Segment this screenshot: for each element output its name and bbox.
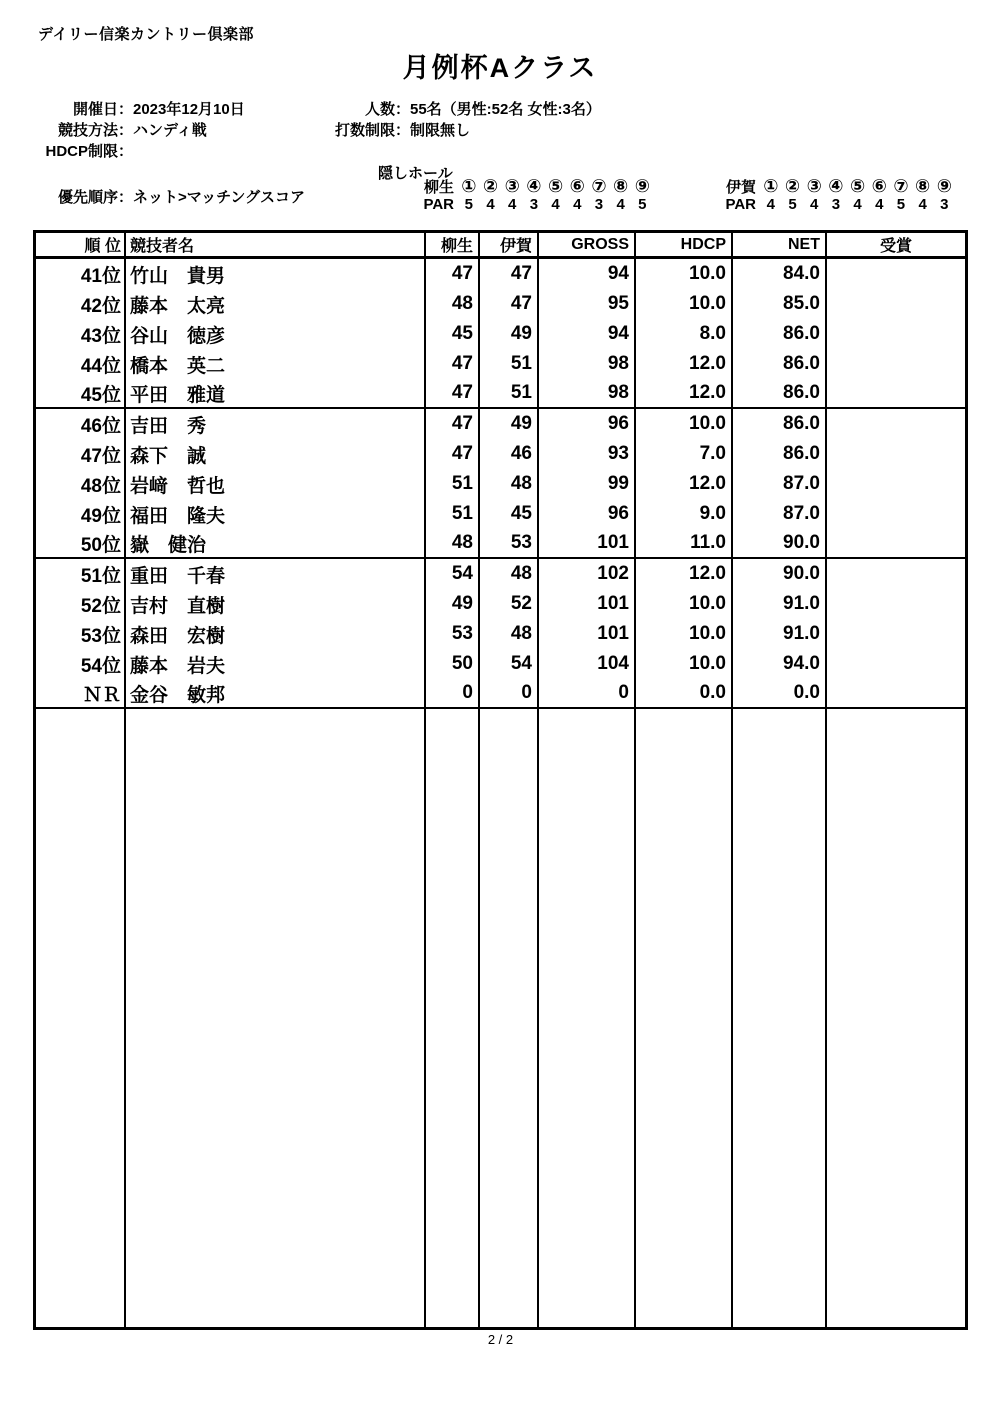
hdcp-cell: 7.0 bbox=[634, 439, 731, 469]
info-value: ハンディ戦 bbox=[133, 122, 207, 139]
net-cell: 91.0 bbox=[731, 619, 825, 649]
net-cell: 86.0 bbox=[731, 379, 825, 409]
hdcp-cell: 0.0 bbox=[634, 679, 731, 709]
par-value: 4 bbox=[853, 196, 862, 213]
par-value: 4 bbox=[875, 196, 884, 213]
iga-score-cell: 51 bbox=[478, 379, 537, 409]
yagyu-score-cell: 48 bbox=[424, 289, 478, 319]
net-cell: 87.0 bbox=[731, 499, 825, 529]
club-name: デイリー信楽カントリー倶楽部 bbox=[38, 26, 254, 43]
par-value: 4 bbox=[486, 196, 495, 213]
rank-cell: 44位 bbox=[80, 355, 121, 377]
rank-cell: 42位 bbox=[80, 295, 121, 317]
event-info-right bbox=[282, 99, 601, 141]
empty-cell bbox=[124, 709, 424, 1327]
hdcp-cell: 10.0 bbox=[634, 649, 731, 679]
par-row bbox=[722, 196, 955, 213]
col-header-player: 競技者名 bbox=[124, 233, 424, 259]
iga-score-cell: 49 bbox=[478, 319, 537, 349]
hole-number: ⑦ bbox=[591, 176, 607, 196]
hdcp-cell: 10.0 bbox=[634, 259, 731, 289]
gross-cell: 98 bbox=[537, 379, 634, 409]
hdcp-cell: 12.0 bbox=[634, 559, 731, 589]
award-cell bbox=[825, 499, 965, 529]
par-value: 5 bbox=[638, 196, 647, 213]
player-name-cell: 谷山 徳彦 bbox=[124, 319, 424, 349]
yagyu-score-cell: 51 bbox=[424, 469, 478, 499]
par-value: 4 bbox=[573, 196, 582, 213]
gross-cell: 95 bbox=[537, 289, 634, 319]
yagyu-score-cell: 47 bbox=[424, 349, 478, 379]
net-cell: 84.0 bbox=[731, 259, 825, 289]
iga-score-cell: 48 bbox=[478, 619, 537, 649]
rank-cell: 51位 bbox=[80, 565, 121, 587]
hdcp-cell: 12.0 bbox=[634, 349, 731, 379]
hdcp-cell: 8.0 bbox=[634, 319, 731, 349]
player-name-cell: 吉村 直樹 bbox=[124, 589, 424, 619]
info-value: 55名（男性:52名 女性:3名） bbox=[410, 101, 601, 118]
hole-number: ② bbox=[784, 176, 801, 196]
info-line-stroke-limit bbox=[282, 120, 601, 141]
net-cell: 86.0 bbox=[731, 439, 825, 469]
col-header-yagyu: 柳生 bbox=[424, 233, 478, 259]
par-row bbox=[420, 196, 653, 213]
par-value: 4 bbox=[766, 196, 776, 213]
player-name-cell: 嶽 健治 bbox=[124, 529, 424, 559]
yagyu-score-cell: 54 bbox=[424, 559, 478, 589]
yagyu-score-cell: 47 bbox=[424, 439, 478, 469]
info-value: 2023年12月10日 bbox=[133, 101, 245, 118]
par-label: PAR bbox=[725, 196, 756, 213]
award-cell bbox=[825, 409, 965, 439]
gross-cell: 94 bbox=[537, 319, 634, 349]
col-header-rank: 順 位 bbox=[36, 233, 124, 259]
yagyu-score-cell: 51 bbox=[424, 499, 478, 529]
hole-number: ④ bbox=[828, 176, 844, 196]
empty-cell bbox=[537, 709, 634, 1327]
yagyu-score-cell: 53 bbox=[424, 619, 478, 649]
award-cell bbox=[825, 439, 965, 469]
award-cell bbox=[825, 649, 965, 679]
hidden-holes-yagyu bbox=[420, 177, 653, 213]
player-name-cell: 竹山 貴男 bbox=[124, 259, 424, 289]
par-value: 3 bbox=[940, 196, 949, 213]
empty-cell bbox=[36, 709, 124, 1327]
rank-cell: 53位 bbox=[80, 625, 121, 647]
col-header-net: NET bbox=[731, 233, 825, 259]
player-name-cell: 森下 誠 bbox=[124, 439, 424, 469]
player-name-cell: 平田 雅道 bbox=[124, 379, 424, 409]
par-value: 4 bbox=[616, 196, 625, 213]
hole-number: ⑧ bbox=[613, 176, 629, 196]
hdcp-cell: 10.0 bbox=[634, 409, 731, 439]
yagyu-score-cell: 47 bbox=[424, 409, 478, 439]
hdcp-cell: 11.0 bbox=[634, 529, 731, 559]
net-cell: 86.0 bbox=[731, 409, 825, 439]
rank-cell: 41位 bbox=[80, 265, 121, 287]
info-label: 人数： bbox=[364, 101, 410, 118]
info-value: ネット>マッチングスコア bbox=[133, 189, 305, 206]
hdcp-cell: 9.0 bbox=[634, 499, 731, 529]
hole-numbers-row bbox=[420, 177, 653, 196]
iga-score-cell: 47 bbox=[478, 289, 537, 319]
gross-cell: 96 bbox=[537, 409, 634, 439]
hole-numbers-row bbox=[722, 177, 955, 196]
gross-cell: 99 bbox=[537, 469, 634, 499]
hdcp-cell: 10.0 bbox=[634, 619, 731, 649]
iga-score-cell: 0 bbox=[478, 679, 537, 709]
player-name-cell: 橋本 英二 bbox=[124, 349, 424, 379]
info-line-priority bbox=[5, 187, 305, 208]
yagyu-score-cell: 47 bbox=[424, 379, 478, 409]
rank-cell: 43位 bbox=[80, 325, 121, 347]
yagyu-score-cell: 45 bbox=[424, 319, 478, 349]
award-cell bbox=[825, 469, 965, 499]
net-cell: 86.0 bbox=[731, 319, 825, 349]
rank-cell: 49位 bbox=[80, 505, 121, 527]
par-value: 5 bbox=[464, 196, 474, 213]
hole-number: ⑥ bbox=[871, 176, 887, 196]
net-cell: 91.0 bbox=[731, 589, 825, 619]
award-cell bbox=[825, 289, 965, 319]
results-table bbox=[33, 230, 968, 1330]
player-name-cell: 重田 千春 bbox=[124, 559, 424, 589]
net-cell: 85.0 bbox=[731, 289, 825, 319]
rank-cell: 46位 bbox=[80, 415, 121, 437]
hdcp-cell: 12.0 bbox=[634, 469, 731, 499]
rank-cell: 52位 bbox=[80, 595, 121, 617]
hole-number: ① bbox=[763, 176, 779, 196]
info-line-participants bbox=[282, 99, 601, 120]
info-label: 優先順序： bbox=[57, 189, 133, 206]
gross-cell: 0 bbox=[537, 679, 634, 709]
gross-cell: 102 bbox=[537, 559, 634, 589]
hole-number: ⑤ bbox=[849, 176, 866, 196]
hole-number: ⑥ bbox=[569, 176, 585, 196]
gross-cell: 94 bbox=[537, 259, 634, 289]
rank-cell: 54位 bbox=[80, 655, 121, 677]
gross-cell: 93 bbox=[537, 439, 634, 469]
yagyu-score-cell: 0 bbox=[424, 679, 478, 709]
player-name-cell: 藤本 太亮 bbox=[124, 289, 424, 319]
par-value: 4 bbox=[551, 196, 560, 213]
par-value: 3 bbox=[831, 196, 841, 213]
award-cell bbox=[825, 559, 965, 589]
gross-cell: 101 bbox=[537, 619, 634, 649]
player-name-cell: 藤本 岩夫 bbox=[124, 649, 424, 679]
hidden-holes-iga bbox=[722, 177, 955, 213]
iga-score-cell: 52 bbox=[478, 589, 537, 619]
iga-score-cell: 54 bbox=[478, 649, 537, 679]
hole-number: ③ bbox=[504, 176, 520, 196]
hole-number: ① bbox=[461, 176, 477, 196]
empty-cell bbox=[825, 709, 965, 1327]
col-header-hdcp: HDCP bbox=[634, 233, 731, 259]
page-title: 月例杯Aクラス bbox=[402, 53, 598, 83]
hole-number: ⑦ bbox=[893, 176, 909, 196]
hdcp-cell: 10.0 bbox=[634, 289, 731, 319]
iga-score-cell: 51 bbox=[478, 349, 537, 379]
col-header-iga: 伊賀 bbox=[478, 233, 537, 259]
gross-cell: 101 bbox=[537, 529, 634, 559]
hole-number: ⑨ bbox=[634, 176, 650, 196]
par-value: 4 bbox=[508, 196, 517, 213]
empty-cell bbox=[424, 709, 478, 1327]
par-label: PAR bbox=[423, 196, 454, 213]
iga-score-cell: 45 bbox=[478, 499, 537, 529]
player-name-cell: 福田 隆夫 bbox=[124, 499, 424, 529]
yagyu-score-cell: 47 bbox=[424, 259, 478, 289]
award-cell bbox=[825, 319, 965, 349]
info-line-hdcp-limit bbox=[5, 141, 305, 162]
empty-cell bbox=[478, 709, 537, 1327]
hdcp-cell: 12.0 bbox=[634, 379, 731, 409]
rank-cell: 47位 bbox=[80, 445, 121, 467]
net-cell: 90.0 bbox=[731, 559, 825, 589]
rank-cell: 50位 bbox=[36, 529, 124, 559]
info-label: 打数制限： bbox=[334, 122, 410, 139]
iga-score-cell: 49 bbox=[478, 409, 537, 439]
yagyu-score-cell: 48 bbox=[424, 529, 478, 559]
gross-cell: 101 bbox=[537, 589, 634, 619]
course-name: 伊賀 bbox=[725, 179, 756, 196]
net-cell: 86.0 bbox=[731, 349, 825, 379]
net-cell: 90.0 bbox=[731, 529, 825, 559]
par-value: 3 bbox=[594, 196, 604, 213]
par-value: 4 bbox=[918, 196, 927, 213]
info-line-date bbox=[5, 99, 305, 120]
award-cell bbox=[825, 529, 965, 559]
award-cell bbox=[825, 679, 965, 709]
course-name: 柳生 bbox=[423, 179, 454, 196]
net-cell: 94.0 bbox=[731, 649, 825, 679]
par-value: 4 bbox=[810, 196, 819, 213]
hole-number: ③ bbox=[806, 176, 822, 196]
page-indicator: 2 / 2 bbox=[487, 1332, 514, 1347]
gross-cell: 96 bbox=[537, 499, 634, 529]
info-label: 競技方法： bbox=[57, 122, 133, 139]
col-header-award: 受賞 bbox=[825, 233, 965, 259]
col-header-gross: GROSS bbox=[537, 233, 634, 259]
par-value: 5 bbox=[788, 196, 797, 213]
player-name-cell: 森田 宏樹 bbox=[124, 619, 424, 649]
rank-cell: ＮＲ bbox=[36, 679, 124, 709]
event-info-left bbox=[5, 99, 305, 208]
info-label: HDCP制限： bbox=[45, 143, 133, 160]
info-label: 開催日： bbox=[72, 101, 133, 118]
player-name-cell: 岩﨑 哲也 bbox=[124, 469, 424, 499]
gross-cell: 98 bbox=[537, 349, 634, 379]
par-value: 5 bbox=[896, 196, 906, 213]
player-name-cell: 金谷 敏邦 bbox=[124, 679, 424, 709]
info-line-method bbox=[5, 120, 305, 141]
hole-number: ⑤ bbox=[547, 176, 564, 196]
empty-cell bbox=[731, 709, 825, 1327]
yagyu-score-cell: 50 bbox=[424, 649, 478, 679]
award-cell bbox=[825, 379, 965, 409]
rank-cell: 48位 bbox=[80, 475, 121, 497]
hole-number: ② bbox=[482, 176, 499, 196]
hole-number: ④ bbox=[526, 176, 542, 196]
iga-score-cell: 53 bbox=[478, 529, 537, 559]
empty-cell bbox=[634, 709, 731, 1327]
hole-number: ⑧ bbox=[915, 176, 931, 196]
hole-number: ⑨ bbox=[936, 176, 952, 196]
award-cell bbox=[825, 259, 965, 289]
info-value: 制限無し bbox=[410, 122, 471, 139]
iga-score-cell: 48 bbox=[478, 469, 537, 499]
iga-score-cell: 47 bbox=[478, 259, 537, 289]
gross-cell: 104 bbox=[537, 649, 634, 679]
award-cell bbox=[825, 619, 965, 649]
iga-score-cell: 48 bbox=[478, 559, 537, 589]
award-cell bbox=[825, 349, 965, 379]
net-cell: 87.0 bbox=[731, 469, 825, 499]
hidden-holes-heading: 隠しホール bbox=[378, 165, 453, 182]
par-value: 3 bbox=[529, 196, 539, 213]
hdcp-cell: 10.0 bbox=[634, 589, 731, 619]
iga-score-cell: 46 bbox=[478, 439, 537, 469]
yagyu-score-cell: 49 bbox=[424, 589, 478, 619]
net-cell: 0.0 bbox=[731, 679, 825, 709]
award-cell bbox=[825, 589, 965, 619]
player-name-cell: 吉田 秀 bbox=[124, 409, 424, 439]
rank-cell: 45位 bbox=[36, 379, 124, 409]
